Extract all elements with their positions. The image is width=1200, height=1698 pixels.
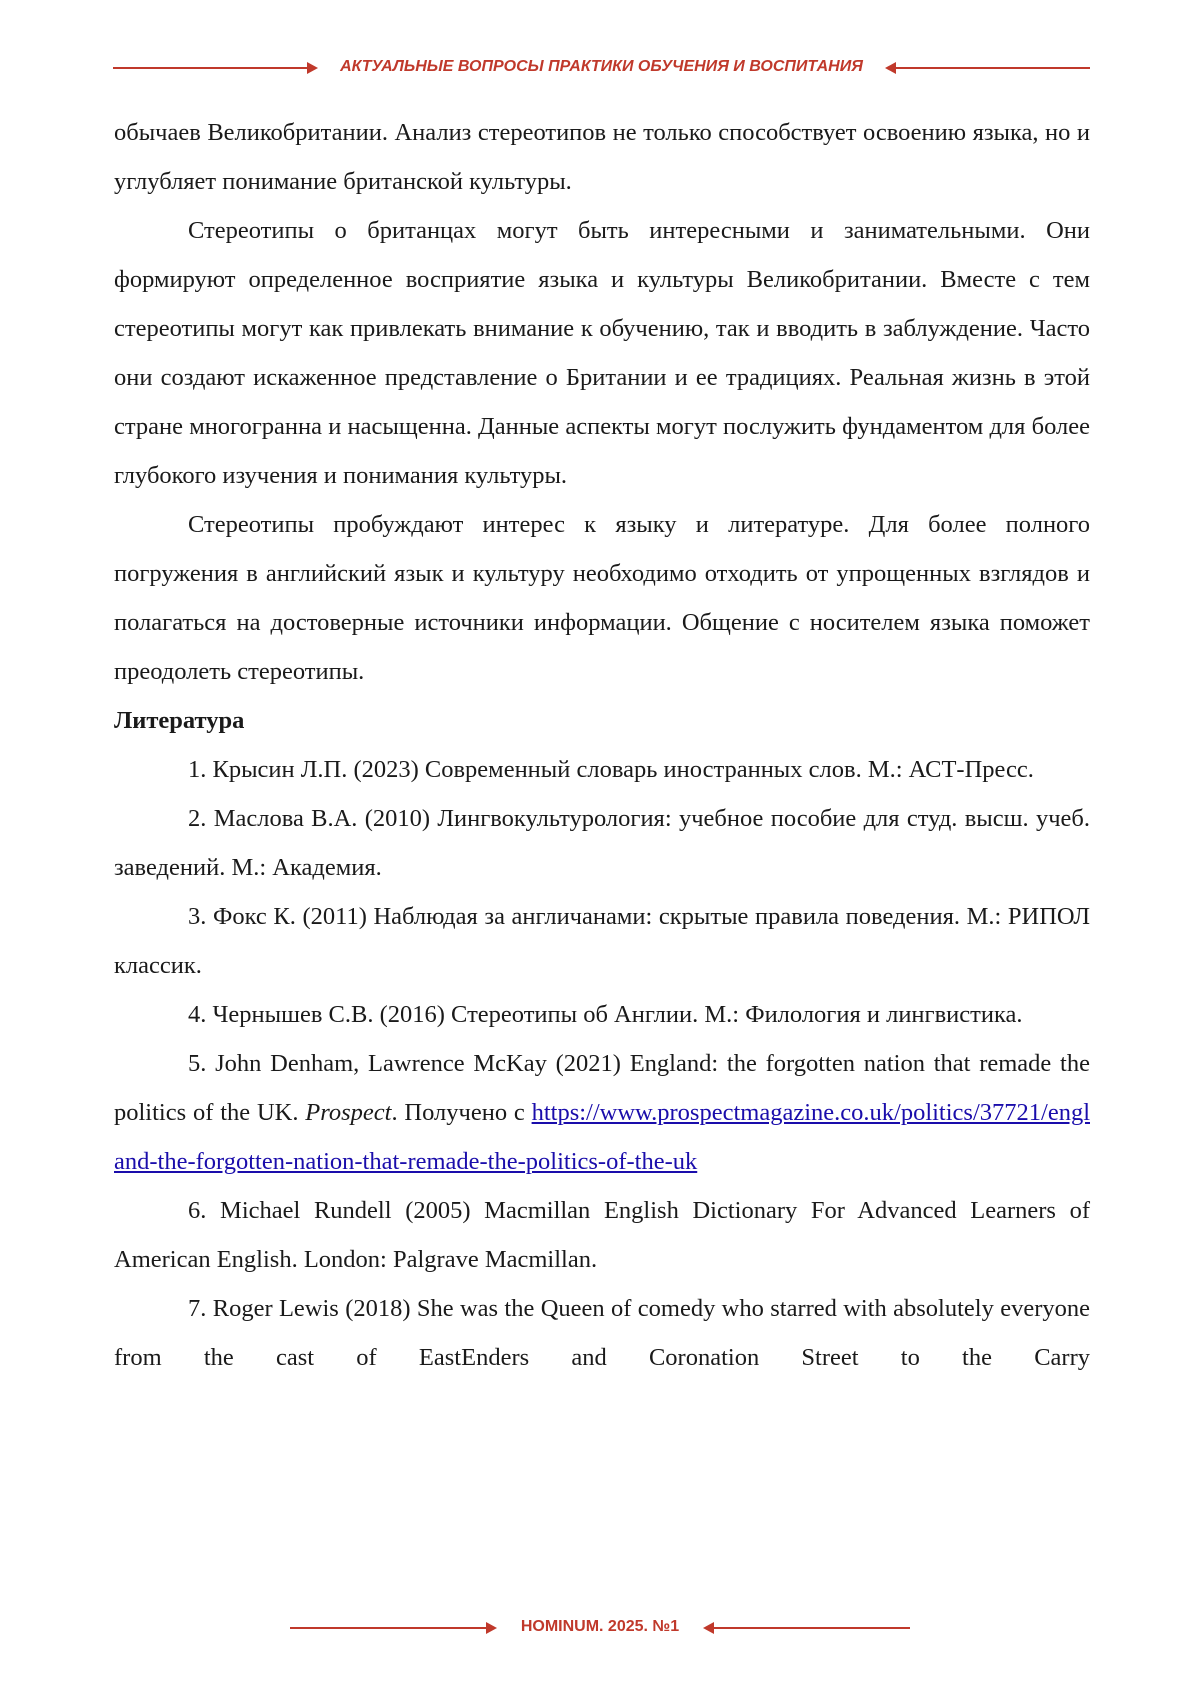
body-paragraph: Стереотипы пробуждают интерес к языку и литературе. Для более полного погружения в английский язык и культуру необходимо отходить от упрощенных взглядов и полагаться на достоверные источники информации. Общение с носителем языка поможет преодолеть стереотипы. [114,511,1090,685]
reference-suffix: . Получено с [391,1099,525,1126]
footer-arrow-left-icon [703,1622,714,1634]
reference-text: 5. John Denham, Lawrence McKay (2021) England: the forgotten nation that remade the politics of the UK. [114,1050,1090,1126]
header-rule-right [896,67,1090,69]
reference-item: 4. Чернышев С.В. (2016) Стереотипы об Англии. М.: Филология и лингвистика. [188,1001,1023,1028]
footer-rule-left [290,1627,486,1629]
reference-url-link[interactable]: https://www.prospectmagazine.co.uk/politics/37721/england-the-forgotten-nation-that-remade-the-politics-of-the-uk [114,1099,1090,1175]
running-footer [290,1616,910,1640]
reference-item: 7. Roger Lewis (2018) She was the Queen of comedy who starred with absolutely everyone from the cast of EastEnders and Coronation Street to the Carry [114,1295,1090,1371]
reference-item: 1. Крысин Л.П. (2023) Современный словарь иностранных слов. М.: АСТ-Пресс. [188,756,1034,783]
header-arrow-left-icon [885,62,896,74]
references-heading: Литература [114,707,245,734]
footer-rule-right [714,1627,910,1629]
header-arrow-right-icon [307,62,318,74]
reference-item: 6. Michael Rundell (2005) Macmillan English Dictionary For Advanced Learners of American English. London: Palgrave Macmillan. [114,1197,1090,1273]
journal-section-title: АКТУАЛЬНЫЕ ВОПРОСЫ ПРАКТИКИ ОБУЧЕНИЯ И ВОСПИТАНИЯ [340,58,863,75]
header-rule-left [113,67,307,69]
journal-issue: HOMINUM. 2025. №1 [520,1618,680,1635]
body-paragraph: обычаев Великобритании. Анализ стереотипов не только способствует освоению языка, но и углубляет понимание британской культуры. [114,119,1090,195]
body-paragraph: Стереотипы о британцах могут быть интересными и занимательными. Они формируют определенное восприятие языка и культуры Великобритании. Вместе с тем стереотипы могут как привлекать внимание к обучению, так и вводить в заблуждение. Часто они создают искаженное представление о Британии и ее традициях. Реальная жизнь в этой стране многогранна и насыщенна. Данные аспекты могут послужить фундаментом для более глубокого изучения и понимания культуры. [114,217,1090,489]
reference-journal: Prospect [305,1099,392,1126]
reference-item [114,1039,1090,1186]
reference-item: 3. Фокс К. (2011) Наблюдая за англичанами: скрытые правила поведения. М.: РИПОЛ классик. [114,903,1090,979]
reference-item: 2. Маслова В.А. (2010) Лингвокультурология: учебное пособие для студ. высш. учеб. заведений. М.: Академия. [114,805,1090,881]
footer-arrow-right-icon [486,1622,497,1634]
running-header [113,56,1090,80]
page-content [114,108,1090,1382]
